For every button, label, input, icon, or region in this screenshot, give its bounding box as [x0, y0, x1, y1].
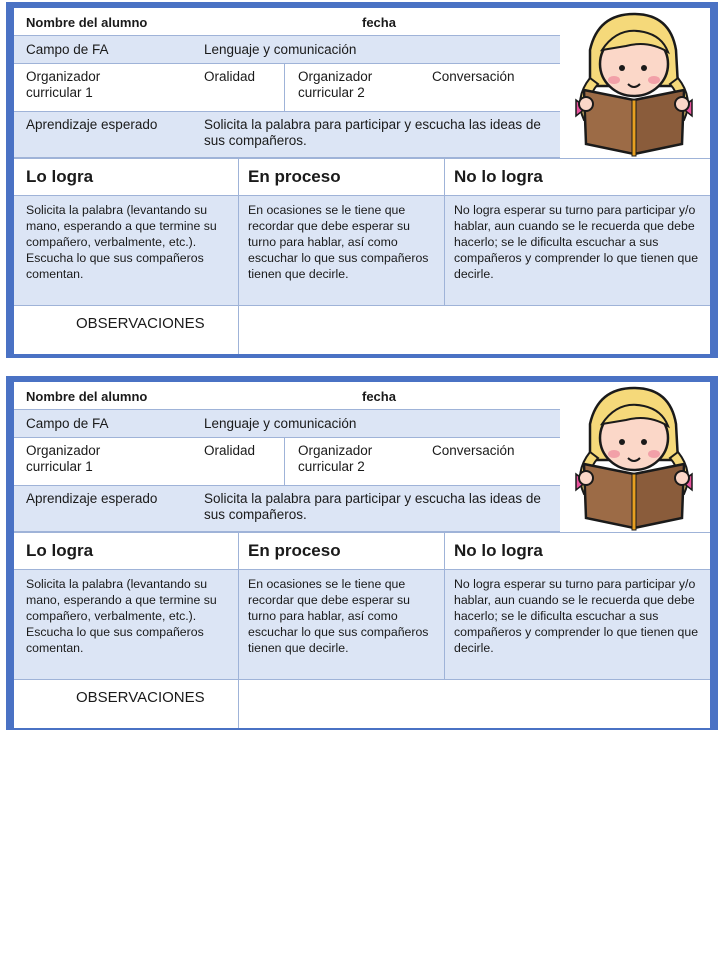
org1-value: Oralidad	[204, 443, 256, 458]
aprendizaje-value: Solicita la palabra para participar y escucha las ideas de sus compañeros.	[204, 117, 541, 148]
girl-reading-book-icon	[562, 382, 708, 532]
level-description-row	[14, 196, 710, 306]
aprendizaje-label: Aprendizaje esperado	[26, 117, 158, 132]
rubric-table	[14, 382, 710, 722]
column-divider	[238, 159, 239, 197]
level-header-row	[14, 158, 710, 196]
observaciones-row	[14, 306, 710, 354]
rubric-card-2	[6, 376, 718, 730]
rubric-table	[14, 8, 710, 350]
level-description-row	[14, 570, 710, 680]
campo-row	[14, 410, 560, 438]
lo-logra-description: Solicita la palabra (levantando su mano, esperando a que termine su compañero, verbalmente, etc.). Escucha lo que sus compañeros comentan.	[26, 577, 217, 655]
column-divider	[444, 570, 445, 680]
org2-value: Conversación	[432, 69, 515, 84]
column-divider	[238, 533, 239, 571]
observaciones-label: OBSERVACIONES	[76, 315, 205, 332]
lo-logra-description: Solicita la palabra (levantando su mano, esperando a que termine su compañero, verbalmente, etc.). Escucha lo que sus compañeros comentan.	[26, 203, 217, 281]
column-divider	[238, 196, 239, 306]
observaciones-label: OBSERVACIONES	[76, 689, 205, 706]
student-name-label: Nombre del alumno	[26, 389, 148, 404]
no-lo-logra-description: No logra esperar su turno para participar y/o hablar, aun cuando se le recuerda que debe hacerlo; se le dificulta escuchar a sus compañeros y comprender lo que tienen que decirle.	[454, 203, 699, 281]
column-divider	[444, 196, 445, 306]
lo-logra-heading: Lo logra	[26, 167, 94, 186]
observaciones-divider	[238, 680, 239, 728]
aprendizaje-row	[14, 486, 560, 532]
level-header-row	[14, 532, 710, 570]
column-divider	[238, 570, 239, 680]
observaciones-divider	[238, 306, 239, 354]
org-divider	[284, 438, 285, 486]
org2-label: Organizador curricular 2	[298, 443, 373, 474]
date-label: fecha	[362, 389, 396, 404]
en-proceso-heading: En proceso	[248, 167, 341, 186]
date-label: fecha	[362, 15, 396, 30]
en-proceso-description: En ocasiones se le tiene que recordar que debe esperar su turno para hablar, así como escuchar lo que sus compañeros tienen que decirle.	[248, 577, 429, 655]
aprendizaje-row	[14, 112, 560, 158]
campo-value: Lenguaje y comunicación	[204, 416, 357, 431]
student-name-label: Nombre del alumno	[26, 15, 148, 30]
observaciones-row	[14, 680, 710, 728]
aprendizaje-value: Solicita la palabra para participar y escucha las ideas de sus compañeros.	[204, 491, 541, 522]
girl-reading-book-icon	[562, 8, 708, 158]
lo-logra-heading: Lo logra	[26, 541, 94, 560]
campo-value: Lenguaje y comunicación	[204, 42, 357, 57]
org1-value: Oralidad	[204, 69, 256, 84]
org1-label: Organizador curricular 1	[26, 69, 101, 100]
column-divider	[444, 533, 445, 571]
campo-label: Campo de FA	[26, 416, 109, 431]
org2-label: Organizador curricular 2	[298, 69, 373, 100]
org-divider	[284, 64, 285, 112]
organizador-row	[14, 64, 560, 112]
no-lo-logra-heading: No lo logra	[454, 167, 543, 186]
en-proceso-heading: En proceso	[248, 541, 341, 560]
org2-value: Conversación	[432, 443, 515, 458]
no-lo-logra-heading: No lo logra	[454, 541, 543, 560]
student-name-row	[14, 8, 560, 36]
aprendizaje-label: Aprendizaje esperado	[26, 491, 158, 506]
campo-row	[14, 36, 560, 64]
no-lo-logra-description: No logra esperar su turno para participar y/o hablar, aun cuando se le recuerda que debe hacerlo; se le dificulta escuchar a sus compañeros y comprender lo que tienen que decirle.	[454, 577, 699, 655]
column-divider	[444, 159, 445, 197]
campo-label: Campo de FA	[26, 42, 109, 57]
org1-label: Organizador curricular 1	[26, 443, 101, 474]
rubric-card-1	[6, 2, 718, 358]
organizador-row	[14, 438, 560, 486]
student-name-row	[14, 382, 560, 410]
en-proceso-description: En ocasiones se le tiene que recordar que debe esperar su turno para hablar, así como escuchar lo que sus compañeros tienen que decirle.	[248, 203, 429, 281]
